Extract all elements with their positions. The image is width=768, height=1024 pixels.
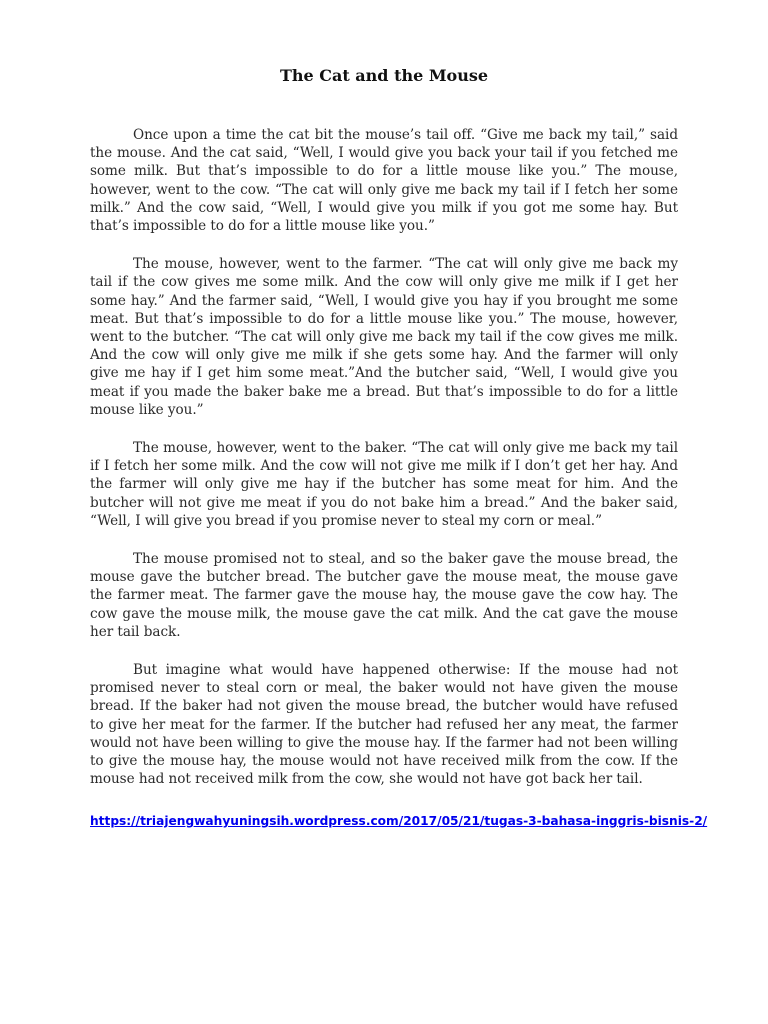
paragraph-4: The mouse promised not to steal, and so the baker gave the mouse bread, the mouse gave the butcher bread. The butcher gave the mouse meat, the mouse gave the farmer meat. The farmer gave the mouse hay, the mouse gave the cow hay. The cow gave the mouse milk, the mouse gave the cat milk. And the cat gave the mouse her tail back.: [90, 551, 678, 640]
paragraph-2: The mouse, however, went to the farmer. “The cat will only give me back my tail if the cow gives me some milk. And the cow will only give me milk if I get her some hay.” And the farmer said, “Well, I would give you hay if you brought me some meat. But that’s impossible to do for a little mouse like you.” The mouse, however, went to the butcher. “The cat will only give me back my tail if the cow gives me milk. And the cow will only give me milk if she gets some hay. And the farmer will only give me hay if I get him some meat.”And the butcher said, “Well, I would give you meat if you made the baker bake me a bread. But that’s impossible to do for a little mouse like you.”: [90, 256, 678, 418]
document-body: [90, 126, 678, 809]
paragraph-1: Once upon a time the cat bit the mouse’s tail off. “Give me back my tail,” said the mouse. And the cat said, “Well, I would give you back your tail if you fetched me some milk. But that’s impossible to do for a little mouse like you.” The mouse, however, went to the cow. “The cat will only give me back my tail if I fetch her some milk.” And the cow said, “Well, I would give you milk if you got me some hay. But that’s impossible to do for a little mouse like you.”: [90, 127, 678, 235]
source-link[interactable]: https://triajengwahyuningsih.wordpress.com/2017/05/21/tugas-3-bahasa-inggris-bisnis-2/: [90, 814, 708, 828]
paragraph-5: But imagine what would have happened otherwise: If the mouse had not promised never to steal corn or meal, the baker would not have given the mouse bread. If the baker had not given the mouse bread, the butcher would have refused to give her meat for the farmer. If the butcher had refused her any meat, the farmer would not have been willing to give the mouse hay. If the farmer had not been willing to give the mouse hay, the mouse would not have received milk from the cow. If the mouse had not received milk from the cow, she would not have got back her tail.: [90, 662, 678, 788]
paragraph-3: The mouse, however, went to the baker. “The cat will only give me back my tail if I fetch her some milk. And the cow will not give me milk if I don’t get her hay. And the farmer will only give me hay if the butcher has some meat for him. And the butcher will not give me meat if you do not bake him a bread.” And the baker said, “Well, I will give you bread if you promise never to steal my corn or meal.”: [90, 440, 678, 529]
document-title: The Cat and the Mouse: [279, 66, 489, 85]
